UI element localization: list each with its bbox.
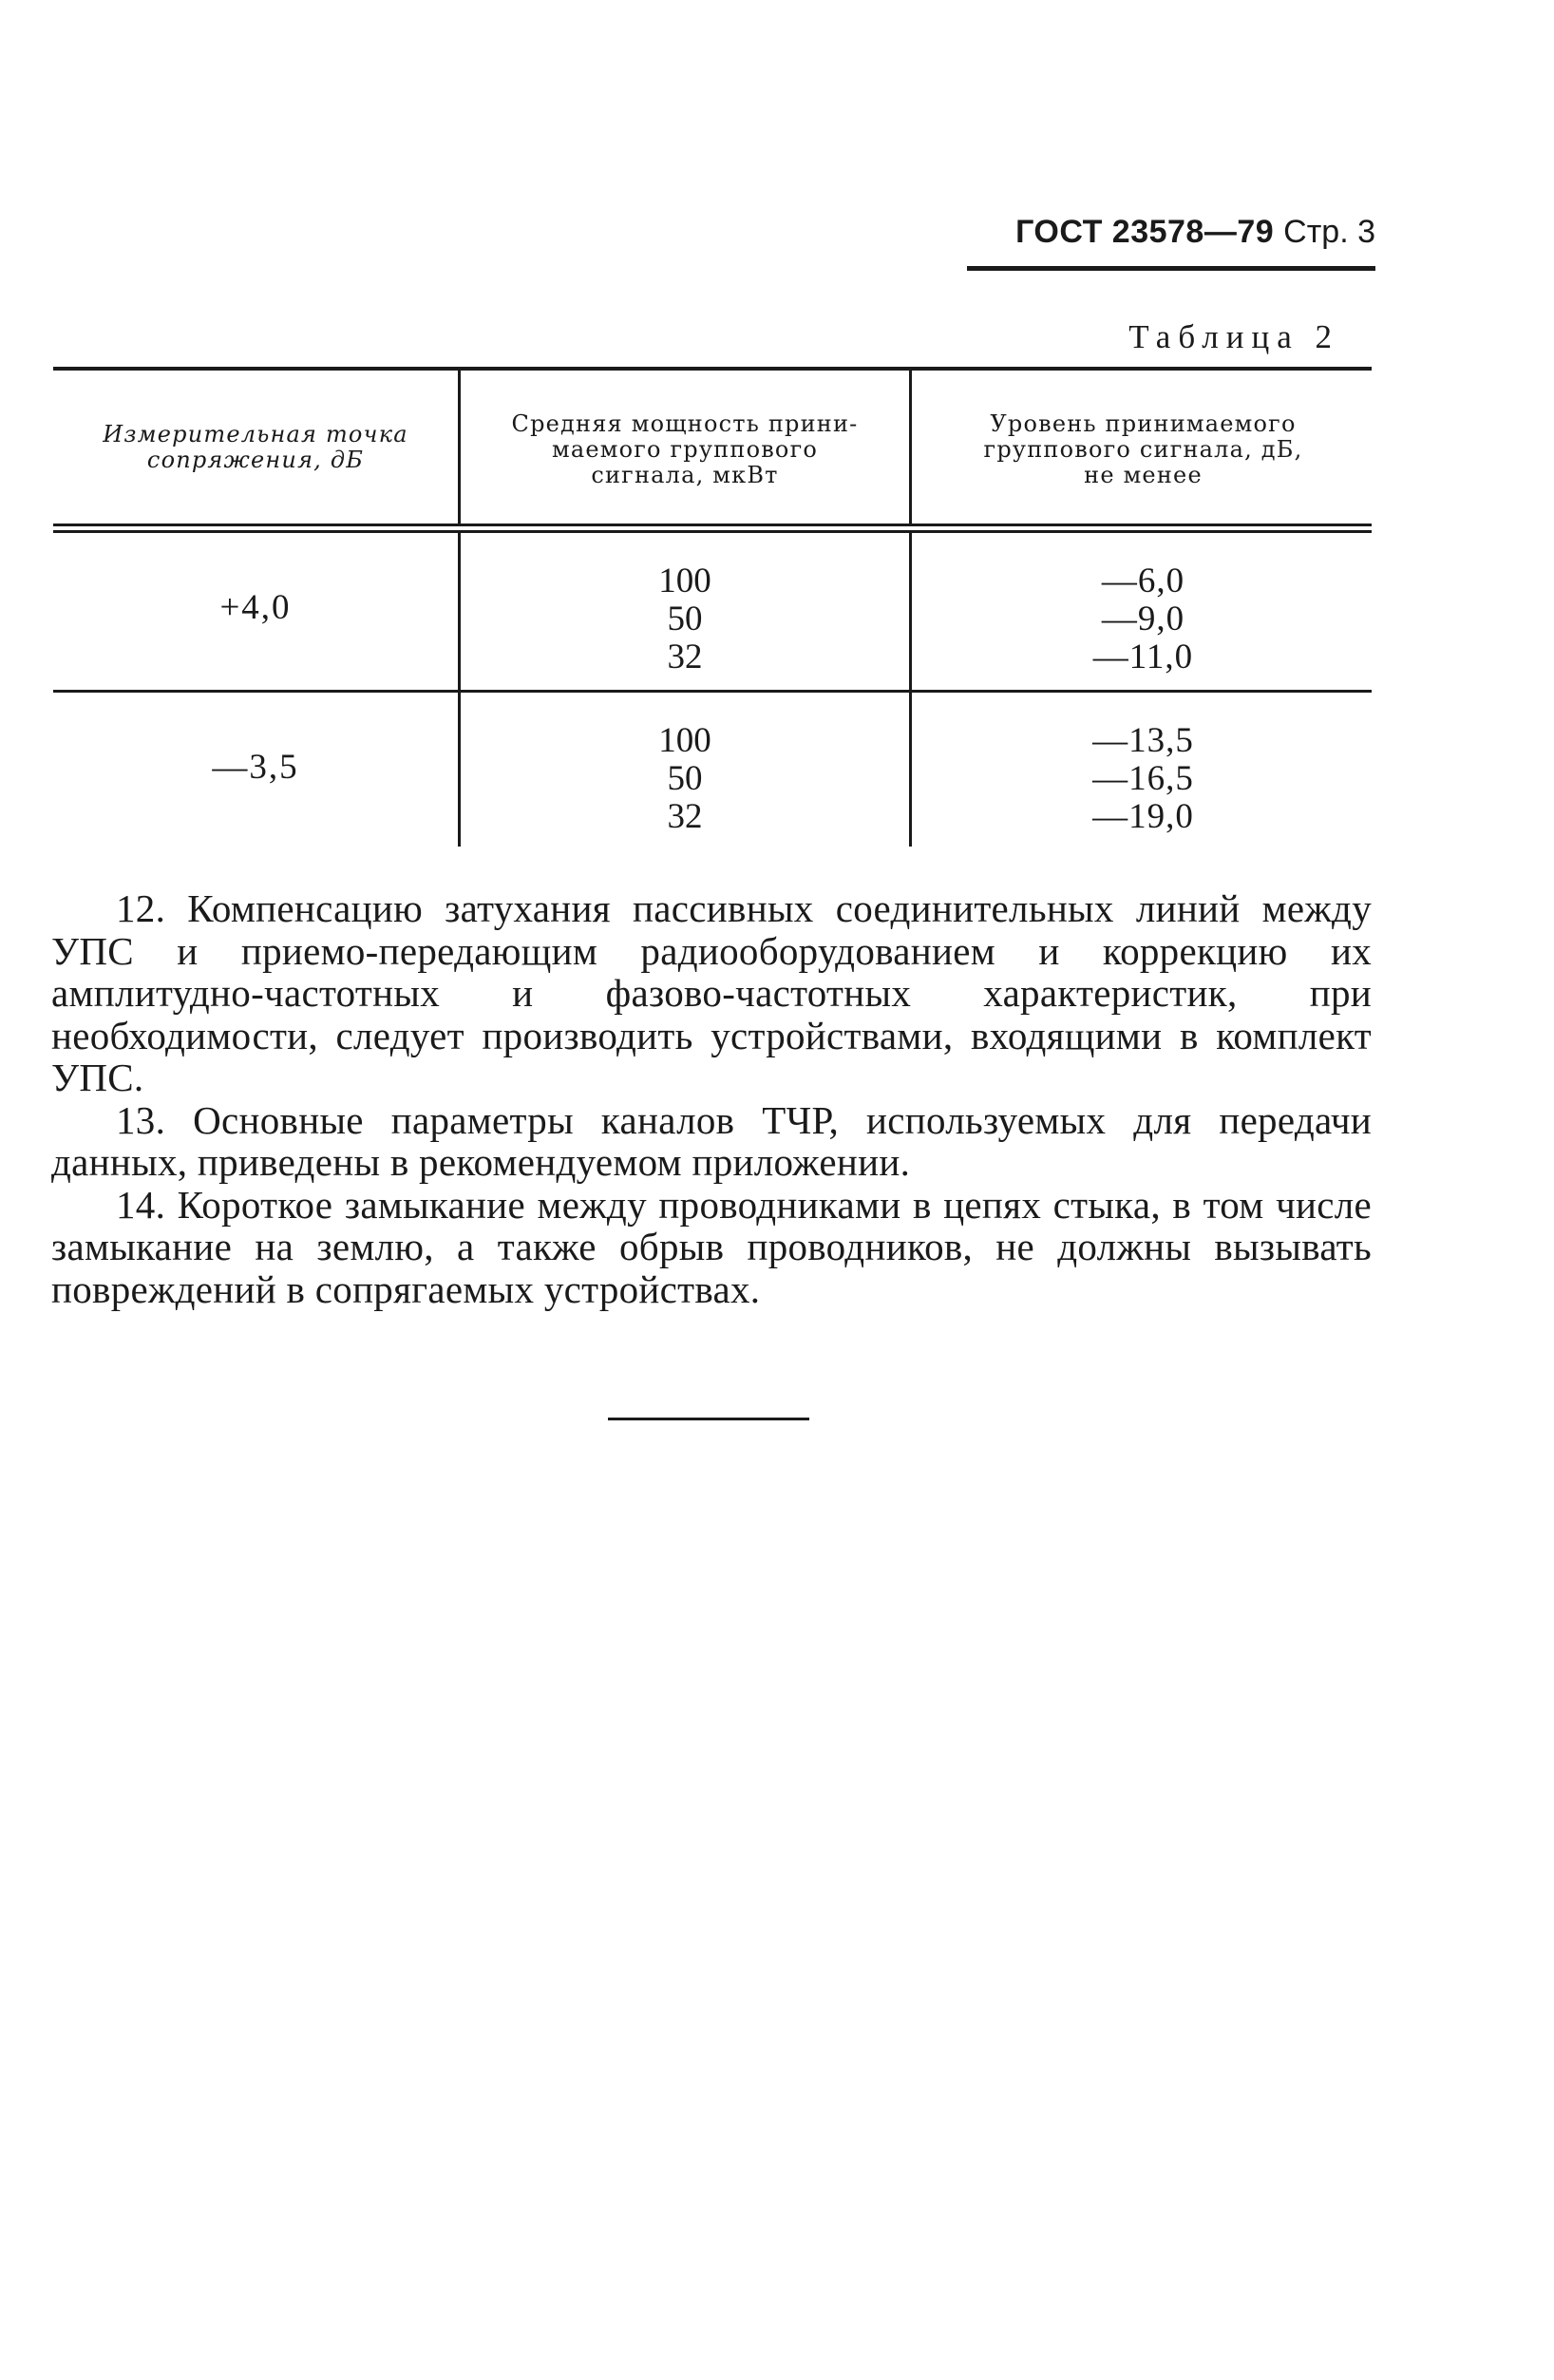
table-column-divider bbox=[458, 533, 461, 691]
table-column-divider bbox=[909, 693, 912, 847]
table-column-divider bbox=[909, 533, 912, 691]
body-text bbox=[51, 887, 1372, 1310]
table-column-divider bbox=[458, 371, 461, 524]
header-rule bbox=[967, 266, 1375, 271]
end-rule bbox=[608, 1418, 809, 1420]
table-header-rule-b bbox=[53, 530, 1372, 533]
col-header-measurement-point: Измерительная точка сопряжения, дБ bbox=[103, 421, 408, 473]
page-header bbox=[950, 211, 1375, 253]
col-header-average-power: Средняя мощность прини- маемого группового сигнала, мкВт bbox=[511, 410, 859, 488]
table-top-rule bbox=[53, 367, 1372, 371]
table-header-rule-a bbox=[53, 524, 1372, 526]
cell-average-power: 100 50 32 bbox=[658, 721, 711, 836]
table-caption: Таблица 2 bbox=[1128, 318, 1339, 355]
cell-signal-level: —13,5 —16,5 —19,0 bbox=[1092, 721, 1194, 836]
table-column-divider bbox=[909, 371, 912, 524]
cell-measurement-point: —3,5 bbox=[212, 748, 299, 787]
cell-signal-level: —6,0 —9,0 —11,0 bbox=[1092, 562, 1194, 676]
cell-average-power: 100 50 32 bbox=[658, 562, 711, 676]
page-number: Стр. 3 bbox=[1283, 214, 1375, 250]
paragraph-14: 14. Короткое замыкание между проводниками в цепях стыка, в том числе замыкание на землю, а также обрыв проводников, не должны вызывать повреждений в сопрягаемых устройствах. bbox=[51, 1182, 1372, 1311]
standard-number: ГОСТ 23578—79 bbox=[1015, 214, 1275, 250]
table-column-divider bbox=[458, 693, 461, 847]
paragraph-13: 13. Основные параметры каналов ТЧР, используемых для передачи данных, приведены в рекомендуемом приложении. bbox=[51, 1097, 1372, 1184]
table-row-separator bbox=[53, 690, 1372, 693]
col-header-signal-level: Уровень принимаемого группового сигнала, дБ, не менее bbox=[983, 410, 1303, 488]
paragraph-12: 12. Компенсацию затухания пассивных соединительных линий между УПС и приемо-передающим радиооборудованием и коррекцию их амплитудно-частотных и фазово-частотных характеристик, при необходимости, следует производить устройствами, входящими в комплект УПС. bbox=[51, 886, 1372, 1099]
cell-measurement-point: +4,0 bbox=[219, 588, 292, 627]
